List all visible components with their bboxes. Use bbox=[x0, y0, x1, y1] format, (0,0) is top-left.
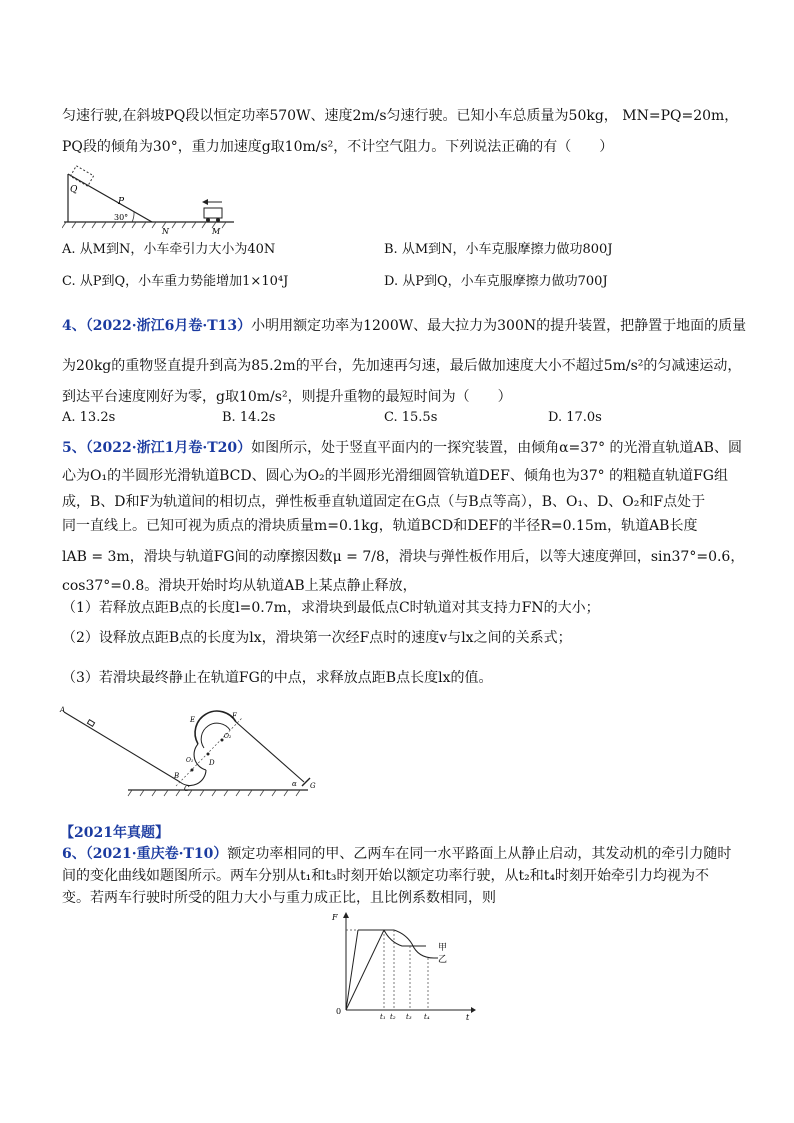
q5-line1-body: 如图所示，处于竖直平面内的一探究装置，由倾角α=37° 的光滑直轨道AB、圆 bbox=[251, 440, 742, 456]
q6-text-line2: 间的变化曲线如题图所示。两车分别从t₁和t₃时刻开始以额定功率行驶，从t₂和t₄时刻开始牵引力均视为不 bbox=[62, 868, 709, 884]
q5-text-line3: 成，B、D和F为轨道间的相切点，弹性板垂直轨道固定在G点（与B点等高），B、O₁、D、O₂和F点处于 bbox=[62, 494, 706, 510]
q3-label-n: N bbox=[162, 227, 169, 234]
section-2021-heading: 【2021年真题】 bbox=[60, 825, 169, 841]
q3-option-d: D. 从P到Q，小车克服摩擦力做功700J bbox=[384, 274, 608, 289]
q4-option-c: C. 15.5s bbox=[384, 410, 438, 425]
q3-option-a: A. 从M到N，小车牵引力大小为40N bbox=[62, 242, 276, 257]
q3-label-q: Q bbox=[70, 185, 78, 195]
q5-subquestion-1: （1）若释放点距B点的长度l=0.7m，求滑块到最低点C时轨道对其支持力FN的大小； bbox=[62, 600, 600, 616]
q5-label-b: B bbox=[174, 772, 180, 780]
q4-text-line1 bbox=[62, 316, 746, 336]
q3-option-c: C. 从P到Q，小车重力势能增加1×10⁴J bbox=[62, 274, 289, 289]
q6-text-line1 bbox=[62, 844, 731, 864]
q6-heading: 6、（2021·重庆卷·T10） bbox=[62, 846, 228, 862]
q6-force-time-graph bbox=[326, 910, 476, 1020]
q4-option-b: B. 14.2s bbox=[222, 410, 276, 425]
q5-label-o2: O₂ bbox=[224, 733, 232, 740]
q4-line1-body: 小明用额定功率为1200W、最大拉力为300N的提升装置，把静置于地面的质量 bbox=[251, 318, 747, 334]
q5-label-d: D bbox=[209, 759, 215, 767]
q6-label-origin: 0 bbox=[336, 1007, 342, 1016]
q6-label-t2: t₂ bbox=[390, 1013, 396, 1020]
q3-incline-figure bbox=[62, 162, 242, 234]
q3-option-b: B. 从M到N，小车克服摩擦力做功800J bbox=[384, 242, 613, 257]
q6-label-jia: 甲 bbox=[438, 943, 448, 953]
q5-text-line1 bbox=[62, 438, 742, 458]
q3-text-line2: PQ段的倾角为30°，重力加速度g取10m/s²，不计空气阻力。下列说法正确的有（ ） bbox=[62, 139, 614, 155]
q5-label-e: E bbox=[190, 716, 196, 724]
q3-text-line1: 匀速行驶,在斜坡PQ段以恒定功率570W、速度2m/s匀速行驶。已知小车总质量为50kg， MN=PQ=20m， bbox=[62, 108, 739, 124]
q6-line1-body: 额定功率相同的甲、乙两车在同一水平路面上从静止启动，其发动机的牵引力随时 bbox=[227, 846, 732, 862]
q6-label-t3: t₃ bbox=[406, 1013, 412, 1020]
q5-text-line2: 心为O₁的半圆形光滑轨道BCD、圆心为O₂的半圆形光滑细圆管轨道DEF、倾角也为37° 的粗糙直轨道FG组 bbox=[62, 468, 728, 484]
q5-text-line6: cos37°=0.8。滑块开始时均从轨道AB上某点静止释放， bbox=[62, 578, 417, 594]
q4-text-line3: 到达平台速度刚好为零，g取10m/s²，则提升重物的最短时间为（ ） bbox=[62, 389, 512, 405]
q5-label-g: G bbox=[310, 782, 316, 790]
q5-text-line4: 同一直线上。已知可视为质点的滑块质量m=0.1kg，轨道BCD和DEF的半径R=0.15m，轨道AB长度 bbox=[62, 518, 698, 534]
q5-subquestion-2: （2）设释放点距B点的长度为lx，滑块第一次经F点时的速度v与lx之间的关系式； bbox=[62, 630, 572, 646]
q5-label-c: C bbox=[184, 785, 190, 793]
q6-label-yi: 乙 bbox=[438, 955, 448, 965]
q4-option-d: D. 17.0s bbox=[548, 410, 602, 425]
q5-label-alpha: α bbox=[292, 780, 297, 788]
q5-label-a: A bbox=[60, 706, 66, 714]
q4-text-line2: 为20kg的重物竖直提升到高为85.2m的平台，先加速再匀速，最后做加速度大小不超过5m/s²的匀减速运动， bbox=[62, 358, 742, 374]
q5-text-line5: lAB = 3m，滑块与轨道FG间的动摩擦因数μ = 7/8，滑块与弹性板作用后，以等大速度弹回，sin37°=0.6， bbox=[62, 549, 745, 565]
q5-label-o1: O₁ bbox=[186, 757, 194, 764]
q6-label-t-axis: t bbox=[466, 1013, 470, 1020]
q3-label-p: P bbox=[118, 197, 125, 207]
q6-label-f-axis: F bbox=[332, 913, 338, 922]
q5-heading: 5、（2022·浙江1月卷·T20） bbox=[62, 440, 252, 456]
q5-subquestion-3: （3）若滑块最终静止在轨道FG的中点，求释放点距B点长度lx的值。 bbox=[62, 670, 493, 686]
q3-label-m: M bbox=[212, 227, 221, 234]
q6-text-line3: 变。若两车行驶时所受的阻力大小与重力成正比，且比例系数相同，则 bbox=[62, 890, 496, 906]
q4-heading: 4、（2022·浙江6月卷·T13） bbox=[62, 318, 252, 334]
q3-label-angle: 30° bbox=[114, 213, 129, 222]
q6-label-t1: t₁ bbox=[380, 1013, 386, 1020]
q4-option-a: A. 13.2s bbox=[62, 410, 116, 425]
q5-label-f: F bbox=[232, 712, 237, 720]
q6-label-t4: t₄ bbox=[424, 1013, 430, 1020]
q5-track-figure bbox=[58, 704, 318, 802]
